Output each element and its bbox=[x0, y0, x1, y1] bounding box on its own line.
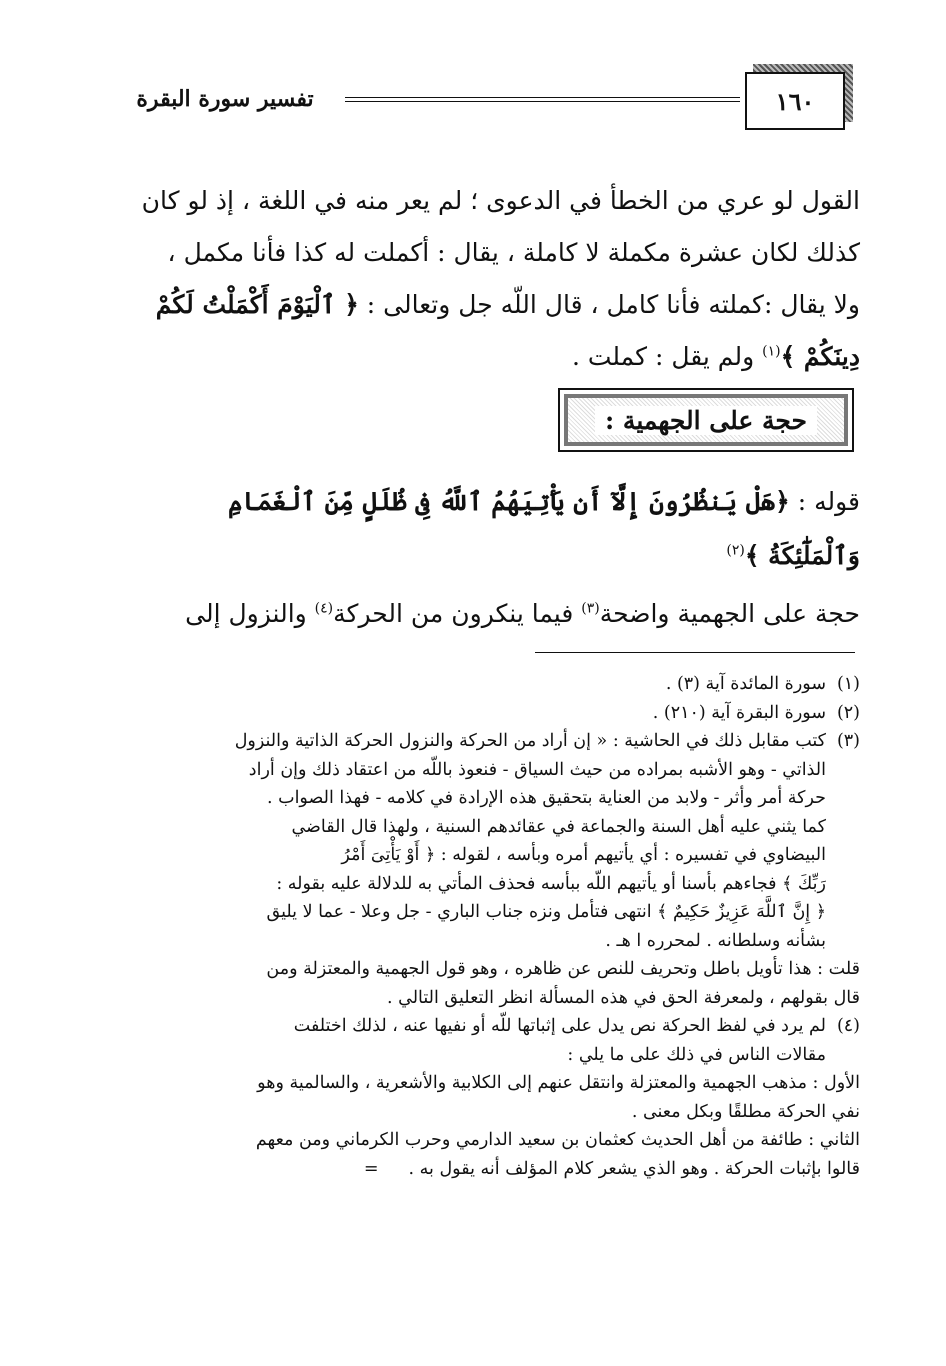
verse-line-2 bbox=[110, 529, 860, 583]
footnote-4-line-5: الثاني : طائفة من أهل الحديث كعثمان بن سعيد الدارمي وحرب الكرماني ومن معهم bbox=[255, 1130, 860, 1150]
footnote-3-line-1: كتب مقابل ذلك في الحاشية : « إن أراد من الحركة والنزول الحركة الذاتية والنزول bbox=[234, 731, 826, 751]
footnote-4-line-1: لم يرد في لفظ الحركة نص يدل على إثباتها للّه أو نفيها عنه ، لذلك اختلفت bbox=[293, 1016, 826, 1036]
body-line-3-text: ولا يقال :كملته فأنا كامل ، قال اللّه جل وتعالى : bbox=[366, 290, 860, 319]
footnote-2-text: سورة البقرة آية (٢١٠) . bbox=[652, 702, 826, 723]
footnote-1-text: سورة المائدة آية (٣) . bbox=[665, 674, 826, 694]
continuation-mark: = bbox=[363, 1158, 379, 1179]
footnote-ref-3[interactable]: (٣) bbox=[581, 600, 600, 617]
footnote-3-number: (٣) bbox=[836, 731, 860, 751]
main-paragraph bbox=[110, 175, 860, 383]
continuation-text-b: فيما ينكرون من الحركة bbox=[333, 599, 582, 628]
footnote-4-line-6-text: قالوا بإثبات الحركة . وهو الذي يشعر كلام المؤلف أنه يقول به . bbox=[408, 1158, 860, 1179]
footnote-4-number: (٤) bbox=[836, 1016, 860, 1036]
quran-quote-1b: دِينَكُمْ ﴾ bbox=[780, 342, 860, 371]
footnote-4-line-4: نفي الحركة مطلقًا وبكل معنى . bbox=[631, 1101, 860, 1122]
continuation-line bbox=[110, 590, 860, 638]
footnote-4 bbox=[100, 1012, 860, 1041]
continuation-text-c: والنزول إلى bbox=[185, 599, 315, 628]
quran-quote-2a: ﴿هَلْ يَنظُرُونَ إِلَّآ أَن يَأْتِيَهُمُ ٱللَّهُ فِى ظُلَلٍ مِّنَ ٱلْغَمَامِ bbox=[228, 487, 790, 516]
footnote-3-line-9: قلت : هذا تأويل باطل وتحريف للنص عن ظاهره ، وهو قول الجهمية والمعتزلة ومن bbox=[266, 959, 860, 979]
footnote-4-line-3: الأول : مذهب الجهمية والمعتزلة وانتقل عنهم إلى الكلابية والأشعرية ، والسالمية وهو bbox=[257, 1073, 860, 1093]
body-line-1: القول لو عري من الخطأ في الدعوى ؛ لم يعر منه في اللغة ، إذ لو كان bbox=[141, 186, 860, 215]
section-heading-frame bbox=[564, 394, 848, 446]
footnote-ref-2[interactable]: (٢) bbox=[726, 542, 745, 559]
footnote-3-line-7: ﴿ إِنَّ ٱللَّهَ عَزِيزٌ حَكِيمٌ ﴾ انتهى فتأمل ونزه جناب الباري - جل وعلا - عما لا يليق bbox=[266, 902, 826, 922]
page-number-box bbox=[745, 72, 845, 130]
body-line-4-text: ولم يقل : كملت . bbox=[571, 342, 763, 371]
footnote-1-number: (١) bbox=[836, 674, 860, 694]
running-title: تفسير سورة البقرة bbox=[136, 86, 314, 112]
footnote-3-body bbox=[100, 756, 826, 956]
footnote-3-line-4: كما يثني عليه أهل السنة والجماعة في عقائدهم السنية ، ولهذا قال القاضي bbox=[291, 816, 826, 837]
footnote-3-line-8: بشأنه وسلطانه . لمحرره ا هـ . bbox=[605, 930, 826, 951]
body-line-2: كذلك لكان عشرة مكملة لا كاملة ، يقال : أكملت له كذا فأنا مكمل ، bbox=[167, 238, 860, 267]
footnote-ref-1[interactable]: (١) bbox=[762, 343, 781, 360]
body-line-4 bbox=[110, 331, 860, 383]
footnote-3-line-10: قال بقولهم ، ولمعرفة الحق في هذه المسألة انظر التعليق التالي . bbox=[386, 987, 860, 1008]
body-line-3 bbox=[110, 279, 860, 331]
footnote-3-line-3: حركة أمر وأثر - ولابد من العناية بتحقيق هذه الإرادة في كلامه - فهذا الصواب . bbox=[266, 788, 826, 808]
footnote-ref-4[interactable]: (٤) bbox=[314, 600, 334, 617]
footnote-4-line-2: مقالات الناس في ذلك على ما يلي : bbox=[567, 1044, 826, 1065]
footnote-3-line-2: الذاتي - وهو الأشبه بمراده من حيث السياق - فنعوذ باللّه من اعتقاد ذلك وإن أراد bbox=[248, 759, 826, 780]
header-rule bbox=[345, 97, 740, 102]
page-number: ١٦٠ bbox=[745, 72, 845, 130]
footnote-2 bbox=[100, 699, 860, 728]
continuation-text-a: حجة على الجهمية واضحة bbox=[599, 599, 860, 628]
footnote-4-body bbox=[100, 1041, 826, 1070]
continuation-paragraph bbox=[110, 590, 860, 638]
footnote-1 bbox=[100, 670, 860, 699]
verse-intro: قوله : bbox=[797, 487, 860, 516]
verse-block bbox=[110, 475, 860, 583]
footnote-2-number: (٢) bbox=[836, 702, 860, 723]
footnotes bbox=[100, 670, 860, 1183]
quran-quote-2b: وَٱلْمَلَٰٓئِكَةُ ﴾ bbox=[744, 541, 860, 570]
footnote-separator bbox=[535, 652, 855, 653]
section-heading-box bbox=[558, 388, 854, 452]
verse-line-1 bbox=[110, 475, 860, 529]
section-heading: حجة على الجهمية : bbox=[595, 406, 817, 435]
footnote-3-line-5: البيضاوي في تفسيره : أي يأتيهم أمره وبأسه ، لقوله : ﴿ أَوْ يَأْتِىَ أَمْرُ bbox=[341, 845, 826, 865]
quran-quote-1a: ﴿ ٱلْيَوْمَ أَكْمَلْتُ لَكُمْ bbox=[155, 290, 359, 319]
footnote-3-line-6: رَبِّكَ ﴾ فجاءهم بأسنا أو يأتيهم اللّه ببأسه فحذف المأتي به للدلالة عليه بقوله : bbox=[276, 873, 826, 894]
footnote-4-line-6 bbox=[100, 1155, 860, 1184]
footnote-3 bbox=[100, 727, 860, 756]
